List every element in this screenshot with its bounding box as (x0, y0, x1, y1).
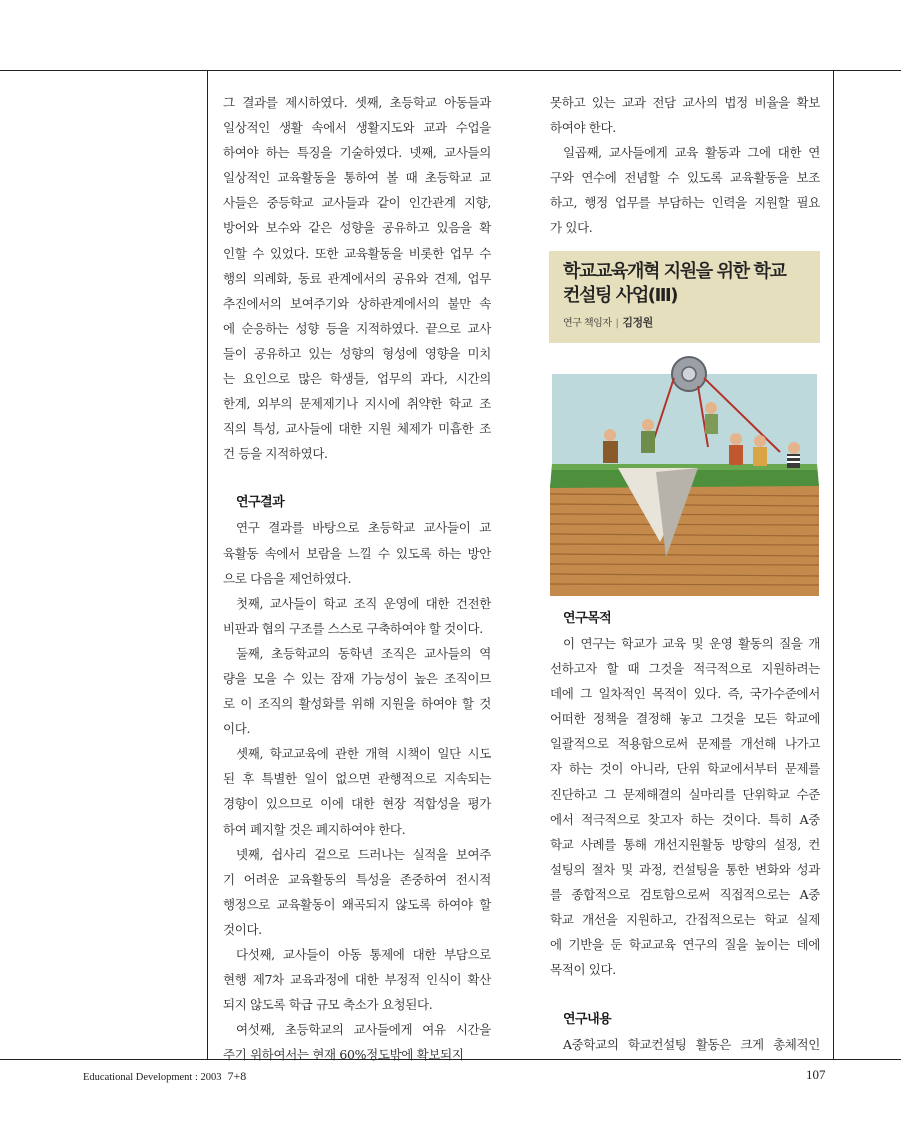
text-line: 하여 폐지할 것은 폐지하여야 한다. (223, 821, 406, 837)
text-line: 일괄적으로 적용함으로써 문제를 개선해 나가고 (550, 736, 820, 752)
text-line: 일상적인 생활 속에서 생활지도와 교과 수업을 (223, 120, 491, 136)
text-line: 데에 그 일차적인 목적이 있다. 즉, 국가수준에서 (550, 686, 820, 702)
content-heading: 연구내용 (563, 1012, 612, 1028)
author-label: 연구 책임자 (563, 318, 612, 329)
text-line: 학교 개선을 지원하고, 간접적으로는 학교 실제 (550, 912, 820, 928)
right-column-divider (833, 70, 834, 1060)
text-line: 한계, 외부의 문제제기나 지시에 취약한 학교 조 (223, 396, 491, 412)
page-number: 107 (806, 1067, 826, 1082)
left-column-divider (207, 70, 208, 1060)
author-line (563, 314, 808, 330)
text-line: 비판과 협의 구조를 스스로 구축하여야 할 것이다. (223, 620, 483, 636)
paragraph (223, 1017, 491, 1067)
paragraph (223, 641, 491, 741)
text-line: 육활동 속에서 보람을 느낄 수 있도록 하는 방안 (223, 545, 491, 561)
text-line: 못하고 있는 교과 전담 교사의 법정 비율을 확보 (550, 95, 820, 110)
text-line: 경향이 있으므로 이에 대한 현장 적합성을 평가 (223, 796, 491, 812)
text-line: 하여야 한다. (550, 120, 616, 136)
text-line: 구와 연수에 전념할 수 있도록 교육활동을 보조 (550, 170, 820, 186)
paragraph (223, 515, 491, 590)
text-line: 둘째, 초등학교의 동학년 조직은 교사들의 역 (236, 645, 491, 661)
paragraph (550, 140, 820, 240)
text-line: 연구 결과를 바탕으로 초등학교 교사들이 교 (236, 520, 491, 536)
text-line: 학교 사례를 통해 개선지원활동 방향의 설정, 컨 (550, 836, 820, 852)
text-line: 목적이 있다. (550, 962, 616, 978)
text-line: 에 기반을 둔 학교교육 연구의 질을 높이는 데에 (550, 937, 820, 953)
text-line: 건 등을 지적하였다. (223, 446, 328, 462)
text-line: 량을 모을 수 있는 잠재 가능성이 높은 조직이므 (223, 670, 491, 686)
text-line: 설팅의 절차 및 과정, 컨설팅을 통한 변화와 성과 (550, 861, 820, 877)
text-line: 들이 공유하고 있는 성향의 형성에 영향을 미치 (223, 345, 491, 361)
results-paragraphs (223, 515, 491, 1067)
text-line: 행정으로 교육활동이 왜곡되지 않도록 하여야 할 (223, 896, 491, 912)
text-line: 으로 다음을 제언하였다. (223, 570, 352, 586)
text-line: 그 결과를 제시하였다. 셋째, 초등학교 아동들과 (223, 95, 491, 110)
text-line: 주기 위하여서는 현재 60%정도밖에 확보되지 (223, 1047, 464, 1063)
text-line: 직의 특성, 교사들에 대한 지원 체제가 미흡한 조 (223, 421, 491, 437)
text-line: 이 연구는 학교가 교육 및 운영 활동의 질을 개 (563, 636, 820, 651)
text-line: 것이다. (223, 921, 262, 937)
text-line: 이다. (223, 721, 251, 737)
text-line: 추진에서의 보여주기와 상하관계에서의 불만 속 (223, 295, 491, 311)
journal-footer (83, 1069, 246, 1084)
text-line: 로 이 조직의 활성화를 위해 지원을 하여야 할 것 (223, 696, 491, 712)
text-line: 사들은 중등학교 교사들과 같이 인간관계 지향, (223, 195, 491, 211)
text-line: 선하고자 할 때 그것을 적극적으로 지원하려는 (550, 661, 820, 677)
report-title-line-1: 학교교육개혁 지원을 위한 학교 (563, 261, 786, 282)
content-paragraph (550, 1032, 820, 1057)
text-line: 하고, 행정 업무를 부담하는 인력을 지원할 필요 (550, 195, 820, 211)
text-line: A중학교의 학교컨설팅 활동은 크게 총체적인 (563, 1037, 820, 1053)
text-line: 인할 수 있었다. 또한 교육활동을 비롯한 업무 수 (223, 245, 491, 261)
title-box (549, 251, 820, 343)
text-line: 일곱째, 교사들에게 교육 활동과 그에 대한 연 (563, 145, 820, 161)
text-line: 행의 의례화, 동료 관계에서의 공유와 견제, 업무 (223, 270, 491, 286)
text-line: 여섯째, 초등학교의 교사들에게 여유 시간을 (236, 1022, 491, 1038)
top-rule (0, 70, 901, 71)
text-line: 자 하는 것이 아니라, 단위 학교에서부터 문제를 (550, 761, 820, 777)
text-line: 어떠한 정책을 결정해 놓고 그것을 모든 학교에 (550, 711, 820, 727)
text-line: 현행 제7차 교육과정에 대한 부정적 인식이 확산 (223, 972, 491, 988)
paragraph (223, 942, 491, 1017)
right-column-top (550, 90, 820, 241)
text-line: 하여야 하는 특징을 기술하였다. 넷째, 교사들의 (223, 145, 491, 161)
text-line: 일상적인 교육활동을 통하여 볼 때 초등학교 교 (223, 170, 491, 186)
intro-paragraph (223, 90, 491, 466)
text-line: 셋째, 학교교육에 관한 개혁 시책이 일단 시도 (236, 746, 491, 762)
text-line: 된 후 특별한 일이 없으면 관행적으로 지속되는 (223, 771, 491, 787)
results-heading: 연구결과 (236, 495, 285, 511)
text-line: 다섯째, 교사들이 아동 통제에 대한 부담으로 (236, 947, 491, 962)
purpose-heading: 연구목적 (563, 611, 612, 626)
journal-name: Educational Development : 2003 (83, 1072, 222, 1083)
text-line: 되지 않도록 학급 규모 축소가 요청된다. (223, 997, 433, 1013)
author-separator: | (615, 318, 619, 329)
text-line: 가 있다. (550, 220, 593, 236)
journal-issue: 7+8 (227, 1069, 247, 1083)
text-line: 기 어려운 교육활동의 특성을 존중하여 전시적 (223, 871, 491, 887)
right-column-bottom (550, 606, 820, 1057)
text-line: 첫째, 교사들이 학교 조직 운영에 대한 건전한 (236, 595, 491, 611)
text-line: 에서 적극적으로 찾고자 하는 것이다. 특히 A중 (550, 811, 820, 827)
paragraph (223, 741, 491, 841)
paragraph (223, 591, 491, 641)
text-line: 방어와 보수와 같은 성향을 공유하고 있음을 확 (223, 220, 491, 236)
text-line: 진단하고 그 문제해결의 실마리를 단위학교 수준 (550, 786, 820, 802)
paragraph (223, 842, 491, 942)
author-name: 김정원 (622, 316, 653, 329)
text-line: 넷째, 쉽사리 겉으로 드러나는 실적을 보여주 (236, 846, 491, 862)
report-title-line-2: 컨설팅 사업(Ⅲ) (563, 285, 678, 306)
left-column (223, 90, 491, 1067)
text-line: 를 종합적으로 검토함으로써 직접적으로는 A중 (550, 886, 820, 902)
purpose-paragraph (550, 631, 820, 982)
text-line: 에 순응하는 성향 등을 지적하였다. 끝으로 교사 (223, 320, 491, 336)
text-line: 는 요인으로 많은 학생들, 업무의 과다, 시간의 (223, 371, 491, 387)
collaboration-illustration (548, 352, 821, 608)
paragraph (550, 90, 820, 140)
